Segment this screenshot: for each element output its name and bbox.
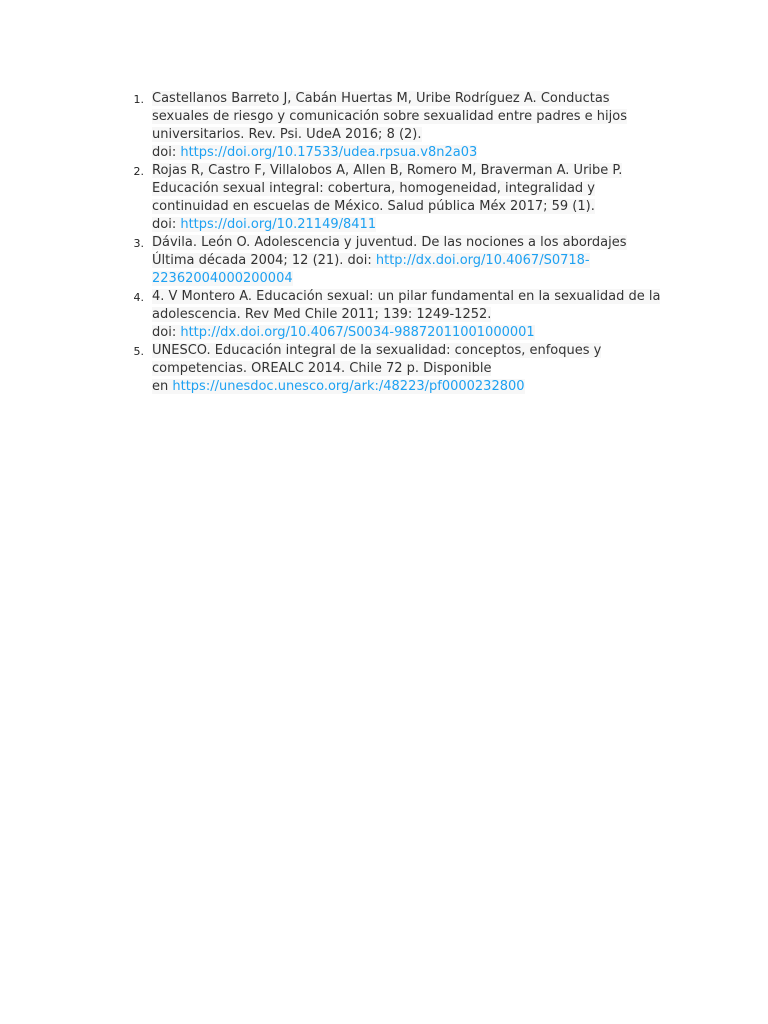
reference-body [152,90,666,162]
reference-item-4 [126,288,666,342]
reference-list [126,90,666,396]
reference-item-2 [126,162,666,234]
reference-body [152,288,666,342]
reference-text: 4. V Montero A. Educación sexual: un pilar fundamental en la sexualidad de la adolescencia. Rev Med Chile 2011; 139: 1249-1252. [152,289,661,322]
reference-item-1 [126,90,666,162]
reference-doi-prefix: en [152,379,173,394]
reference-body [152,234,666,288]
reference-doi-link[interactable]: https://doi.org/10.17533/udea.rpsua.v8n2a03 [180,145,478,160]
reference-doi-prefix: doi: [152,325,181,340]
reference-text: UNESCO. Educación integral de la sexualidad: conceptos, enfoques y competencias. OREALC 2014. Chile 72 p. Disponible [152,343,602,376]
reference-text: Rojas R, Castro F, Villalobos A, Allen B, Romero M, Braverman A. Uribe P. Educación sexual integral: cobertura, homogeneidad, integralidad y continuidad en escuelas de México. Salud pública Méx 2017; 59 (1). [152,163,623,214]
reference-body [152,162,666,234]
reference-number: 5. [133,345,144,358]
reference-number: 1. [133,93,144,106]
reference-doi-prefix: doi: [152,145,181,160]
reference-doi-link[interactable]: https://unesdoc.unesco.org/ark:/48223/pf0000232800 [172,379,525,394]
reference-text: Dávila. León O. Adolescencia y juventud. De las nociones a los abordajes Última década 2004; 12 (21). [152,235,627,268]
reference-doi-link[interactable]: http://dx.doi.org/10.4067/S0034-98872011001000001 [180,325,535,340]
reference-number: 3. [133,237,144,250]
reference-doi-link[interactable]: http://dx.doi.org/10.4067/S0718-22362004000200004 [152,253,590,286]
reference-item-3 [126,234,666,288]
reference-number: 4. [133,291,144,304]
reference-doi-prefix: doi: [343,253,376,268]
reference-text: Castellanos Barreto J, Cabán Huertas M, Uribe Rodríguez A. Conductas sexuales de riesgo y comunicación sobre sexualidad entre padres e hijos universitarios. Rev. Psi. UdeA 2016; 8 (2). [152,91,627,142]
reference-doi-prefix: doi: [152,217,181,232]
reference-doi-link[interactable]: https://doi.org/10.21149/8411 [180,217,377,232]
reference-item-5 [126,342,666,396]
reference-body [152,342,666,396]
reference-number: 2. [133,165,144,178]
